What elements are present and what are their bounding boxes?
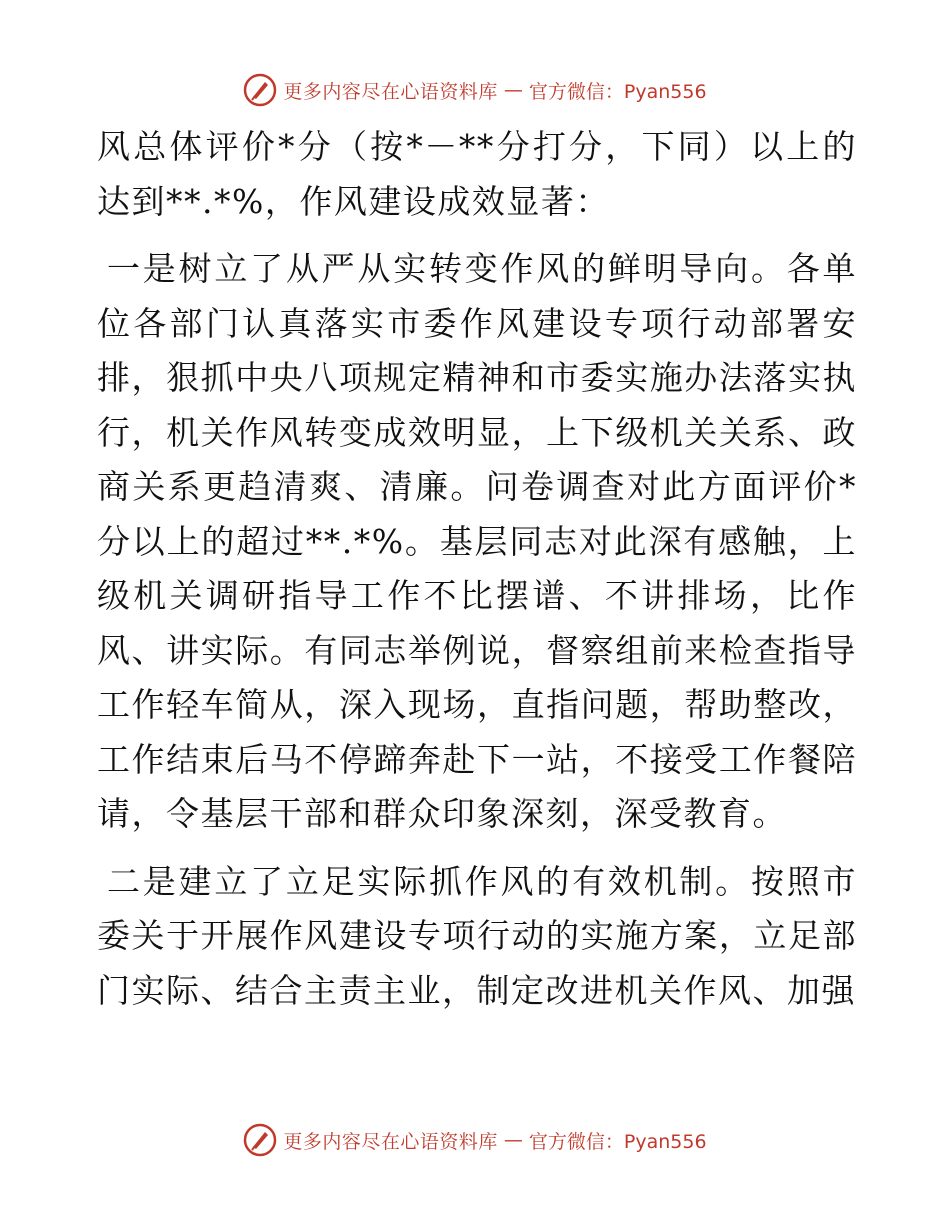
watermark-contact-text: 官方微信：Pyan556	[528, 1130, 707, 1153]
quill-pen-logo-icon	[243, 1123, 277, 1157]
watermark-separator: —	[503, 1129, 523, 1151]
paragraph-3: 二是建立了立足实际抓作风的有效机制。按照市委关于开展作风建设专项行动的实施方案，立足部门实际、结合主责主业，制定改进机关作风、加强	[97, 861, 857, 1010]
quill-pen-logo-icon	[243, 73, 277, 107]
watermark-site-text: 更多内容尽在心语资料库	[283, 80, 498, 103]
watermark-contact-text: 官方微信：Pyan556	[528, 80, 707, 103]
top-watermark-banner	[0, 70, 950, 110]
document-body	[97, 120, 857, 1018]
paragraph-2: 一是树立了从严从实转变作风的鲜明导向。各单位各部门认真落实市委作风建设专项行动部署安排，狠抓中央八项规定精神和市委实施办法落实执行，机关作风转变成效明显，上下级机关关系、政商关系更趋清爽、清廉。问卷调查对此方面评价*分以上的超过**.*%。基层同志对此深有感触，上级机关调研指导工作不比摆谱、不讲排场，比作风、讲实际。有同志举例说，督察组前来检查指导工作轻车简从，深入现场，直指问题，帮助整改，工作结束后马不停蹄奔赴下一站，不接受工作餐陪请，令基层干部和群众印象深刻，深受教育。	[97, 249, 857, 833]
watermark-site-text: 更多内容尽在心语资料库	[283, 1130, 498, 1153]
bottom-watermark-banner	[0, 1120, 950, 1160]
watermark-separator: —	[503, 79, 523, 101]
paragraph-1: 风总体评价*分（按*－**分打分，下同）以上的达到**.*%，作风建设成效显著：	[97, 127, 857, 221]
